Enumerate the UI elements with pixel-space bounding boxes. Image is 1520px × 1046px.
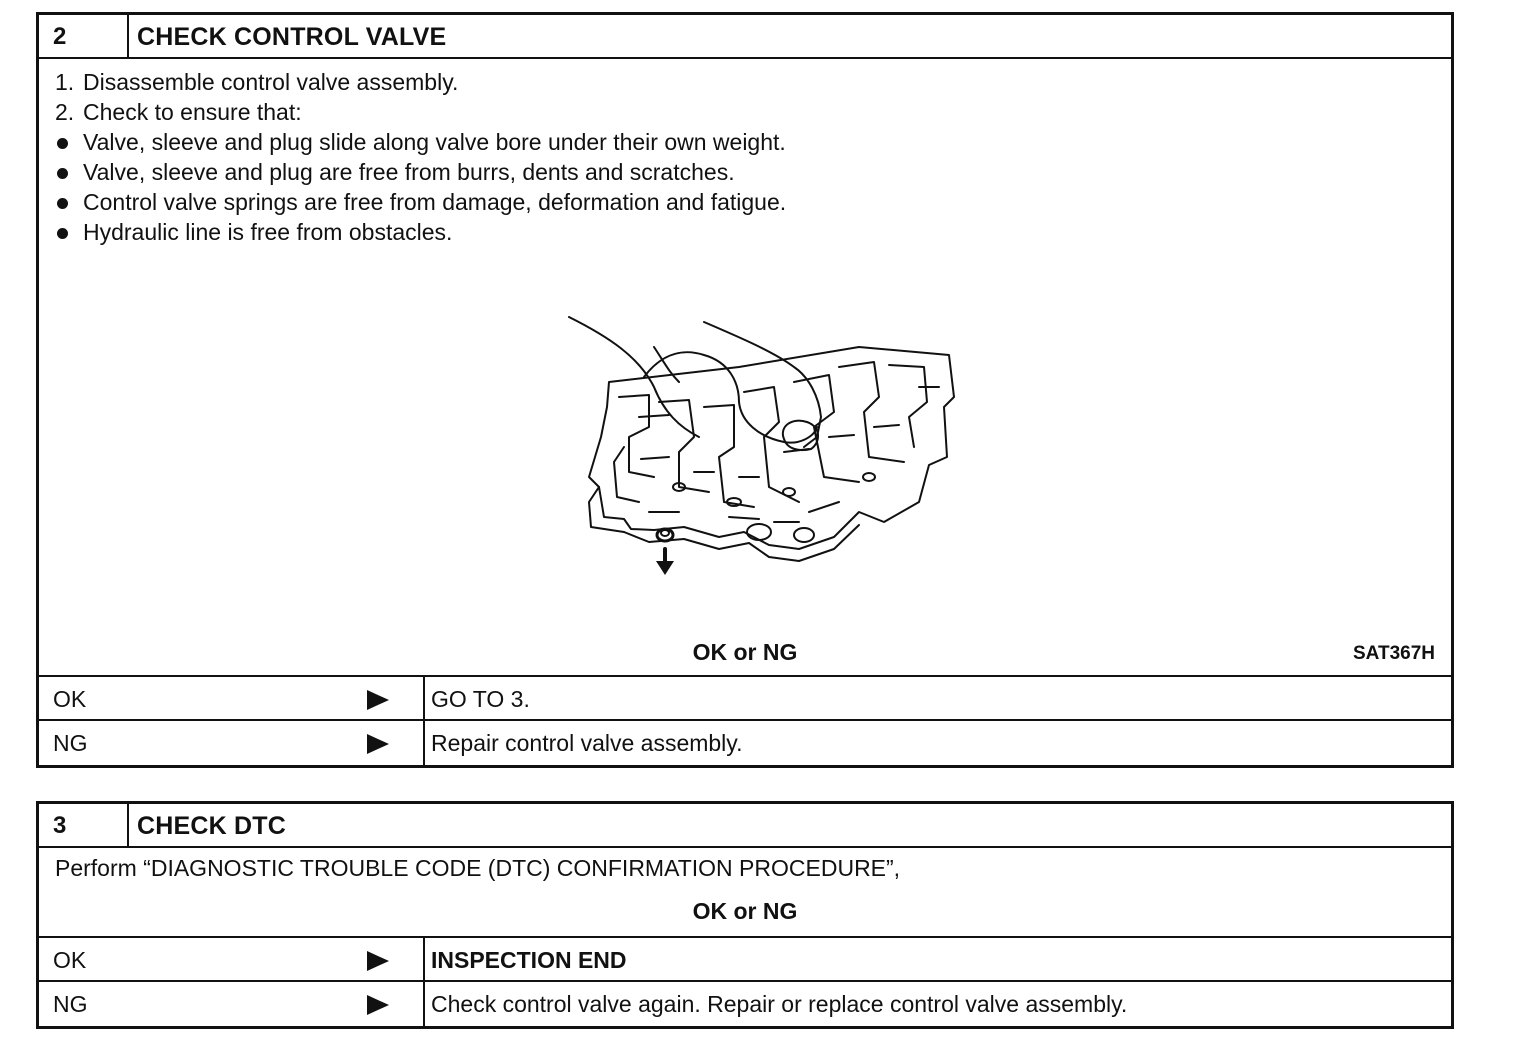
step-3-box bbox=[36, 801, 1454, 1029]
bullet-dot-icon bbox=[57, 168, 68, 179]
instruction-marker: 2. bbox=[55, 99, 75, 125]
result-key: NG bbox=[39, 982, 425, 1026]
step-title: CHECK CONTROL VALVE bbox=[137, 23, 447, 51]
result-key: OK bbox=[39, 938, 425, 980]
result-key: OK bbox=[39, 677, 425, 719]
ok-or-ng-label: OK or NG bbox=[692, 639, 798, 665]
instruction-text: Check to ensure that: bbox=[83, 99, 302, 125]
bullet-dot-icon bbox=[57, 198, 68, 209]
figure-code: SAT367H bbox=[1352, 643, 1435, 664]
step-header bbox=[39, 804, 1451, 848]
bullet-dot-icon bbox=[57, 138, 68, 149]
bullet-item bbox=[55, 157, 786, 187]
instruction-item bbox=[55, 97, 786, 127]
instruction-item bbox=[55, 67, 786, 97]
result-row-ng bbox=[39, 721, 1451, 765]
ok-or-ng-label: OK or NG bbox=[692, 898, 798, 924]
arrow-right-icon bbox=[367, 951, 389, 971]
instruction-text: Disassemble control valve assembly. bbox=[83, 69, 459, 95]
result-action: INSPECTION END bbox=[431, 947, 627, 973]
instruction-text: Perform “DIAGNOSTIC TROUBLE CODE (DTC) CONFIRMATION PROCEDURE”, bbox=[55, 855, 901, 881]
result-action: Repair control valve assembly. bbox=[431, 730, 743, 756]
arrow-right-icon bbox=[367, 734, 389, 754]
result-key: NG bbox=[39, 721, 425, 765]
bullet-text: Control valve springs are free from damage, deformation and fatigue. bbox=[83, 189, 787, 215]
bullet-text: Hydraulic line is free from obstacles. bbox=[83, 219, 453, 245]
result-action: GO TO 3. bbox=[431, 686, 530, 712]
result-row-ok bbox=[39, 677, 1451, 721]
result-action: Check control valve again. Repair or replace control valve assembly. bbox=[431, 991, 1128, 1017]
instruction-list bbox=[55, 67, 786, 247]
step-number: 2 bbox=[39, 15, 129, 57]
step-title: CHECK DTC bbox=[137, 812, 287, 840]
result-row-ok bbox=[39, 938, 1451, 982]
bullet-text: Valve, sleeve and plug are free from burrs, dents and scratches. bbox=[83, 159, 735, 185]
step-body bbox=[39, 59, 1451, 677]
bullet-item bbox=[55, 187, 786, 217]
bullet-text: Valve, sleeve and plug slide along valve bore under their own weight. bbox=[83, 129, 786, 155]
step-body bbox=[39, 848, 1451, 938]
result-row-ng bbox=[39, 982, 1451, 1026]
step-number: 3 bbox=[39, 804, 129, 846]
arrow-right-icon bbox=[367, 995, 389, 1015]
bullet-item bbox=[55, 127, 786, 157]
bullet-dot-icon bbox=[57, 228, 68, 239]
arrow-right-icon bbox=[367, 690, 389, 710]
step-header bbox=[39, 15, 1451, 59]
bullet-item bbox=[55, 217, 786, 247]
instruction-marker: 1. bbox=[55, 69, 75, 95]
step-2-box bbox=[36, 12, 1454, 768]
control-valve-illustration bbox=[529, 287, 969, 577]
